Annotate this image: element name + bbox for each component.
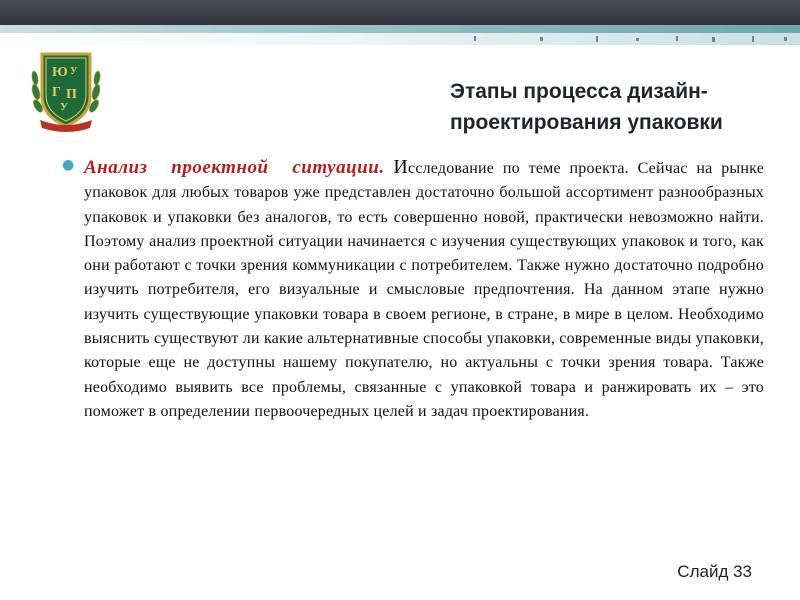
body-text: сследование по теме проекта. Сейчас на рынке упаковок для любых товаров уже представлен достаточно большой ассортимент разнообразных упаковок и упаковки без аналогов, то есть совершенно новой, практически невозможно найти. Поэтому анализ проектной ситуации начинается с изучения существующих упаковок и того, как они работают с точки зрения коммуникации с потребителем. Также нужно достаточно подробно изучить потребителя, его визуальные и смысловые предпочтения. На данном этапе нужно изучить существующие упаковки товара в своем регионе, в стране, в мире в целом. Необходимо выяснить существуют ли какие альтернативные способы упаковки, современные виды упаковки, которые еще не доступны нашему покупателю, но актуальны с точки зрения товара. Также необходимо выявить все проблемы, связанные с упаковкой товара и ранжировать их – это поможет в определении первоочередных целей и задач проектирования. xyxy=(84,160,764,420)
svg-text:Ю: Ю xyxy=(52,65,68,80)
svg-text:У: У xyxy=(70,66,78,77)
slide-title-line-2: проектирования упаковки xyxy=(450,111,723,134)
svg-text:П: П xyxy=(66,87,77,102)
svg-text:У: У xyxy=(60,101,69,113)
top-band-tick-marks xyxy=(0,33,800,47)
slide-content xyxy=(62,155,764,424)
top-band-teal-stripe xyxy=(0,25,800,33)
body-paragraph xyxy=(84,155,764,424)
bullet-icon: ● xyxy=(62,157,75,173)
university-emblem-logo xyxy=(30,48,102,134)
slide-title-line-1: Этапы процесса дизайн- xyxy=(450,80,708,103)
lead-heading: Анализ проектной ситуации. xyxy=(84,157,385,178)
slide-title xyxy=(450,76,790,138)
body-dropcap: И xyxy=(393,156,409,178)
svg-text:Г: Г xyxy=(52,85,61,100)
slide-number: Слайд 33 xyxy=(677,562,752,581)
top-band-dark-stripe xyxy=(0,0,800,25)
top-decorative-band xyxy=(0,0,800,48)
